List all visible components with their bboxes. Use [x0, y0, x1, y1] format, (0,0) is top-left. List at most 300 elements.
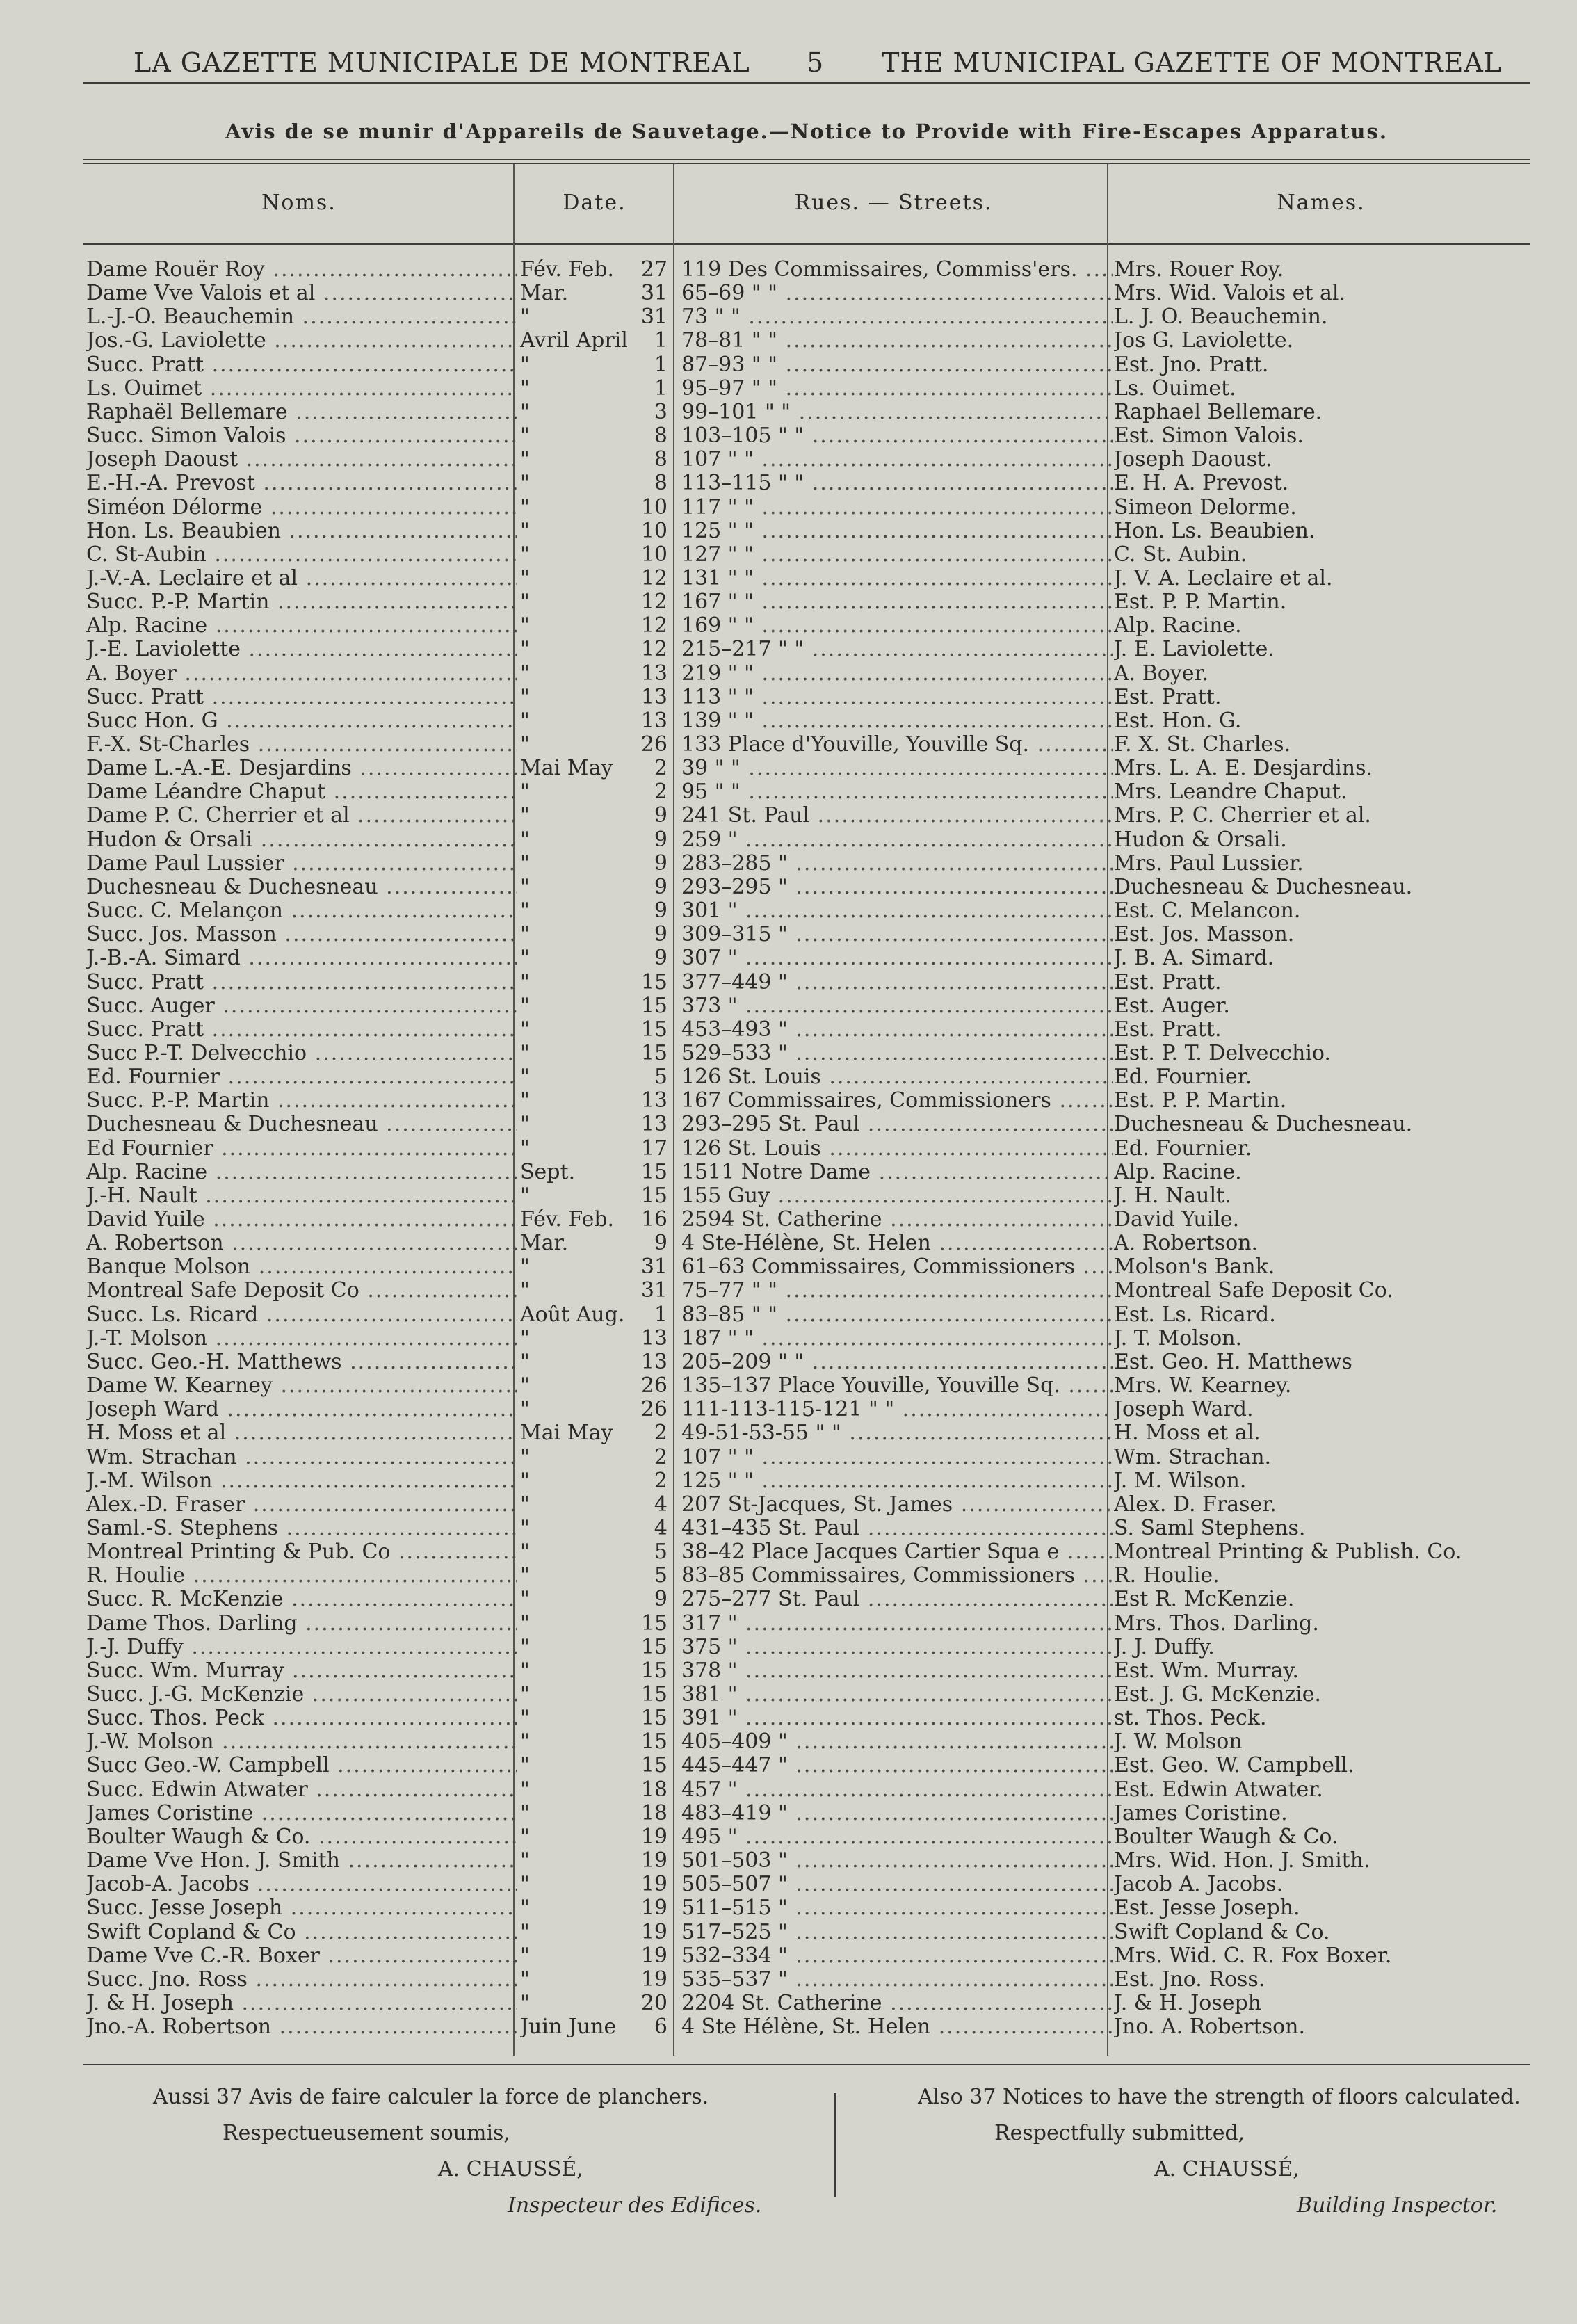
name-cell: Mrs. L. A. E. Desjardins.: [1114, 757, 1373, 781]
street-cell: 113 " " .....: [681, 686, 1113, 709]
date-day-cell: 15: [640, 1659, 668, 1683]
footer-en-closing: Respectfully submitted,: [994, 2121, 1245, 2145]
street-cell: 2204 St. Catherine .....: [681, 1992, 1113, 2015]
date-month-cell: ": [520, 923, 530, 947]
date-day-cell: 13: [640, 709, 668, 733]
table-row: [0, 614, 1577, 638]
street-cell: 78–81 " " .....: [681, 329, 1113, 353]
name-cell: Jacob A. Jacobs.: [1114, 1873, 1284, 1897]
date-day-cell: 19: [640, 1920, 668, 1944]
table-row: [0, 1517, 1577, 1540]
street-cell: 155 Guy .....: [681, 1184, 1113, 1208]
table-row: [0, 1540, 1577, 1564]
date-day-cell: 15: [640, 1754, 668, 1778]
nom-cell: Succ. Pratt .....: [86, 1018, 517, 1042]
date-month-cell: Fév. Feb.: [520, 258, 615, 282]
table-header-rule: [83, 243, 1530, 245]
table-row: [0, 1303, 1577, 1327]
date-day-cell: 17: [640, 1136, 668, 1161]
name-cell: Mrs. P. C. Cherrier et al.: [1114, 804, 1371, 828]
date-day-cell: 31: [640, 1279, 668, 1303]
date-day-cell: 13: [640, 1350, 668, 1374]
table-row: [0, 1255, 1577, 1279]
date-month-cell: ": [520, 1540, 530, 1565]
nom-cell: Dame P. C. Cherrier et al .....: [86, 804, 517, 828]
table-row: [0, 662, 1577, 686]
table-row: [0, 923, 1577, 946]
street-cell: 511–515 " .....: [681, 1896, 1113, 1920]
name-cell: Mrs. Leandre Chaput.: [1114, 780, 1348, 805]
table-row: [0, 1446, 1577, 1469]
table-row: [0, 1683, 1577, 1706]
street-cell: 241 St. Paul .....: [681, 804, 1113, 828]
name-cell: J. E. Laviolette.: [1114, 638, 1275, 662]
date-day-cell: 13: [640, 1113, 668, 1137]
date-day-cell: 9: [654, 828, 668, 852]
table-row: [0, 1065, 1577, 1089]
street-cell: 135–137 Place Youville, Youville Sq. .....: [681, 1374, 1113, 1398]
date-month-cell: ": [520, 733, 530, 757]
name-cell: Ed. Fournier.: [1114, 1065, 1252, 1090]
name-cell: Joseph Daoust.: [1114, 448, 1272, 472]
table-row: [0, 875, 1577, 899]
table-row: [0, 496, 1577, 519]
nom-cell: J.-E. Laviolette .....: [86, 638, 517, 661]
footer: [83, 2071, 1530, 2224]
date-month-cell: Août Aug.: [520, 1302, 625, 1327]
date-day-cell: 27: [640, 258, 668, 282]
date-month-cell: ": [520, 400, 530, 424]
street-cell: 219 " " .....: [681, 662, 1113, 686]
column-header-rues: Rues. — Streets.: [794, 191, 993, 215]
street-cell: 126 St. Louis .....: [681, 1065, 1113, 1089]
nom-cell: Succ. C. Melançon .....: [86, 899, 517, 923]
date-day-cell: 3: [654, 400, 668, 424]
nom-cell: Dame Vve Hon. J. Smith .....: [86, 1849, 517, 1873]
date-day-cell: 2: [654, 757, 668, 781]
table-row: [0, 567, 1577, 590]
name-cell: J. H. Nault.: [1114, 1184, 1231, 1208]
date-day-cell: 15: [640, 1611, 668, 1636]
notice-title: Avis de se munir d'Appareils de Sauvetage.—Notice to Provide with Fire-Escapes Apparatus.: [225, 120, 1388, 143]
nom-cell: Succ. Wm. Murray .....: [86, 1659, 517, 1683]
street-cell: 169 " " .....: [681, 614, 1113, 638]
date-month-cell: ": [520, 1849, 530, 1873]
table-row: [0, 1612, 1577, 1636]
date-month-cell: ": [520, 1967, 530, 1992]
nom-cell: Alp. Racine .....: [86, 614, 517, 638]
date-month-cell: ": [520, 1944, 530, 1968]
table-row: [0, 305, 1577, 329]
table-row: [0, 1944, 1577, 1968]
street-cell: 38–42 Place Jacques Cartier Squa e .....: [681, 1540, 1113, 1564]
nom-cell: Succ Hon. G .....: [86, 709, 517, 733]
nom-cell: Jos.-G. Laviolette .....: [86, 329, 517, 353]
table-row: [0, 1706, 1577, 1730]
street-cell: 167 " " .....: [681, 590, 1113, 614]
street-cell: 391 " .....: [681, 1706, 1113, 1730]
nom-cell: Jacob-A. Jacobs .....: [86, 1873, 517, 1896]
name-cell: Jno. A. Robertson.: [1114, 2015, 1306, 2040]
nom-cell: J.-T. Molson .....: [86, 1327, 517, 1350]
nom-cell: Hudon & Orsali .....: [86, 828, 517, 852]
date-month-cell: ": [520, 1777, 530, 1802]
name-cell: Mrs. W. Kearney.: [1114, 1374, 1292, 1398]
date-day-cell: 15: [640, 1730, 668, 1754]
nom-cell: Succ. Pratt .....: [86, 971, 517, 994]
date-day-cell: 19: [640, 1825, 668, 1849]
date-month-cell: ": [520, 1991, 530, 2015]
date-day-cell: 4: [654, 1492, 668, 1517]
nom-cell: C. St-Aubin .....: [86, 543, 517, 567]
name-cell: Raphael Bellemare.: [1114, 400, 1323, 424]
date-day-cell: 15: [640, 1041, 668, 1065]
name-cell: Montreal Printing & Publish. Co.: [1114, 1540, 1462, 1565]
date-month-cell: ": [520, 661, 530, 686]
name-cell: Simeon Delorme.: [1114, 495, 1297, 519]
name-cell: Est. Pratt.: [1114, 1017, 1222, 1042]
date-day-cell: 15: [640, 1706, 668, 1731]
street-cell: 283–285 " .....: [681, 852, 1113, 875]
date-day-cell: 31: [640, 305, 668, 330]
nom-cell: F.-X. St-Charles .....: [86, 733, 517, 757]
column-header-names: Names.: [1277, 191, 1366, 215]
street-cell: 107 " " .....: [681, 448, 1113, 471]
name-cell: Est. Pratt.: [1114, 685, 1222, 709]
nom-cell: Saml.-S. Stephens .....: [86, 1517, 517, 1540]
date-day-cell: 18: [640, 1777, 668, 1802]
street-cell: 83–85 Commissaires, Commissioners .....: [681, 1564, 1113, 1588]
date-month-cell: ": [520, 1683, 530, 1706]
nom-cell: Dame Paul Lussier .....: [86, 852, 517, 875]
table-row: [0, 638, 1577, 661]
table-row: [0, 946, 1577, 970]
date-month-cell: ": [520, 1350, 530, 1374]
date-month-cell: ": [520, 875, 530, 899]
name-cell: Est. Wm. Murray.: [1114, 1659, 1299, 1683]
date-month-cell: ": [520, 780, 530, 805]
date-day-cell: 2: [654, 1445, 668, 1469]
nom-cell: Banque Molson .....: [86, 1255, 517, 1279]
date-day-cell: 6: [654, 2015, 668, 2040]
date-day-cell: 5: [654, 1564, 668, 1588]
name-cell: James Coristine.: [1114, 1801, 1288, 1825]
nom-cell: Joseph Daoust .....: [86, 448, 517, 471]
date-day-cell: 9: [654, 923, 668, 947]
name-cell: Mrs. Paul Lussier.: [1114, 851, 1304, 875]
date-day-cell: 2: [654, 1421, 668, 1446]
street-cell: 377–449 " .....: [681, 971, 1113, 994]
table-row: [0, 282, 1577, 305]
street-cell: 207 St-Jacques, St. James .....: [681, 1493, 1113, 1517]
date-month-cell: ": [520, 828, 530, 852]
table-row: [0, 733, 1577, 757]
nom-cell: Raphaël Bellemare .....: [86, 401, 517, 424]
street-cell: 445–447 " .....: [681, 1754, 1113, 1777]
nom-cell: Succ. Edwin Atwater .....: [86, 1778, 517, 1802]
column-header-noms: Noms.: [261, 191, 337, 215]
name-cell: S. Saml Stephens.: [1114, 1516, 1306, 1540]
footer-en-title: Building Inspector.: [1297, 2193, 1498, 2218]
date-month-cell: ": [520, 376, 530, 401]
name-cell: Alp. Racine.: [1114, 614, 1242, 638]
name-cell: J. V. A. Leclaire et al.: [1114, 566, 1333, 590]
table-row: [0, 377, 1577, 401]
date-month-cell: ": [520, 471, 530, 496]
date-day-cell: 31: [640, 282, 668, 306]
street-cell: 83–85 " " .....: [681, 1303, 1113, 1327]
nom-cell: Montreal Printing & Pub. Co .....: [86, 1540, 517, 1564]
nom-cell: Succ. P.-P. Martin .....: [86, 1089, 517, 1113]
date-day-cell: 10: [640, 495, 668, 519]
date-month-cell: ": [520, 1492, 530, 1517]
table-row: [0, 1350, 1577, 1374]
table-row: [0, 971, 1577, 994]
date-day-cell: 8: [654, 471, 668, 496]
date-month-cell: ": [520, 1706, 530, 1731]
name-cell: David Yuile.: [1114, 1208, 1240, 1232]
street-cell: 532–334 " .....: [681, 1944, 1113, 1968]
street-cell: 495 " .....: [681, 1825, 1113, 1849]
nom-cell: Succ. Simon Valois .....: [86, 424, 517, 448]
table-row: [0, 994, 1577, 1018]
table-row: [0, 709, 1577, 733]
date-day-cell: 1: [654, 353, 668, 377]
street-cell: 111-113-115-121 " " .....: [681, 1398, 1113, 1421]
street-cell: 505–507 " .....: [681, 1873, 1113, 1896]
street-cell: 293–295 " .....: [681, 875, 1113, 899]
date-month-cell: ": [520, 899, 530, 923]
date-day-cell: 15: [640, 1683, 668, 1706]
date-month-cell: ": [520, 353, 530, 377]
street-cell: 431–435 St. Paul .....: [681, 1517, 1113, 1540]
nom-cell: A. Boyer .....: [86, 662, 517, 686]
street-cell: 307 " .....: [681, 946, 1113, 970]
street-cell: 405–409 " .....: [681, 1730, 1113, 1754]
footer-en-note: Also 37 Notices to have the strength of floors calculated.: [918, 2085, 1521, 2109]
date-day-cell: 13: [640, 1089, 668, 1113]
table-row: [0, 1113, 1577, 1136]
name-cell: Swift Copland & Co.: [1114, 1920, 1330, 1944]
table-row: [0, 1968, 1577, 1992]
street-cell: 453–493 " .....: [681, 1018, 1113, 1042]
nom-cell: J.-B.-A. Simard .....: [86, 946, 517, 970]
name-cell: Est. P. P. Martin.: [1114, 590, 1287, 615]
table-row: [0, 1398, 1577, 1421]
date-day-cell: 19: [640, 1967, 668, 1992]
date-day-cell: 8: [654, 424, 668, 449]
name-cell: Wm. Strachan.: [1114, 1445, 1272, 1469]
nom-cell: Duchesneau & Duchesneau .....: [86, 1113, 517, 1136]
nom-cell: David Yuile .....: [86, 1208, 517, 1232]
date-month-cell: ": [520, 709, 530, 733]
date-month-cell: ": [520, 994, 530, 1018]
name-cell: Alp. Racine.: [1114, 1160, 1242, 1184]
street-cell: 167 Commissaires, Commissioners .....: [681, 1089, 1113, 1113]
street-cell: 113–115 " " .....: [681, 471, 1113, 495]
table-row: [0, 519, 1577, 543]
name-cell: Est. Geo. W. Campbell.: [1114, 1754, 1354, 1778]
date-month-cell: ": [520, 1754, 530, 1778]
street-cell: 75–77 " " .....: [681, 1279, 1113, 1302]
nom-cell: Succ. Jesse Joseph .....: [86, 1896, 517, 1920]
date-month-cell: ": [520, 448, 530, 472]
street-cell: 535–537 " .....: [681, 1968, 1113, 1992]
street-cell: 501–503 " .....: [681, 1849, 1113, 1873]
date-day-cell: 13: [640, 1326, 668, 1350]
name-cell: Molson's Bank.: [1114, 1255, 1275, 1280]
table-row: [0, 1493, 1577, 1517]
street-cell: 119 Des Commissaires, Commiss'ers. .....: [681, 258, 1113, 282]
name-cell: Est. Pratt.: [1114, 970, 1222, 994]
table-row: [0, 1137, 1577, 1161]
date-month-cell: ": [520, 685, 530, 709]
table-row: [0, 1421, 1577, 1445]
name-cell: Ls. Ouimet.: [1114, 376, 1236, 401]
street-cell: 309–315 " .....: [681, 923, 1113, 946]
name-cell: J. T. Molson.: [1114, 1326, 1243, 1350]
street-cell: 39 " " .....: [681, 757, 1113, 780]
street-cell: 2594 St. Catherine .....: [681, 1208, 1113, 1232]
footer-divider: [834, 2093, 836, 2197]
nom-cell: Succ. R. McKenzie .....: [86, 1588, 517, 1611]
date-month-cell: ": [520, 1920, 530, 1944]
name-cell: J. B. A. Simard.: [1114, 946, 1275, 971]
table-row: [0, 1089, 1577, 1113]
nom-cell: J.-M. Wilson .....: [86, 1469, 517, 1493]
date-month-cell: ": [520, 1279, 530, 1303]
date-month-cell: ": [520, 1896, 530, 1921]
name-cell: J. J. Duffy.: [1114, 1635, 1215, 1659]
name-cell: R. Houlie.: [1114, 1564, 1220, 1588]
name-cell: Est. P. P. Martin.: [1114, 1089, 1287, 1113]
date-day-cell: 13: [640, 685, 668, 709]
name-cell: A. Boyer.: [1114, 661, 1209, 686]
footer-en-signature: A. CHAUSSÉ,: [1154, 2157, 1300, 2181]
date-month-cell: ": [520, 566, 530, 590]
table-row: [0, 1208, 1577, 1232]
name-cell: Mrs. Wid. C. R. Fox Boxer.: [1114, 1944, 1392, 1968]
table-row: [0, 1873, 1577, 1896]
street-cell: 131 " " .....: [681, 567, 1113, 590]
table-row: [0, 1161, 1577, 1184]
date-day-cell: 9: [654, 875, 668, 899]
nom-cell: Dame Vve C.-R. Boxer .....: [86, 1944, 517, 1968]
date-month-cell: ": [520, 1445, 530, 1469]
date-day-cell: 26: [640, 1398, 668, 1422]
date-month-cell: ": [520, 1801, 530, 1825]
nom-cell: Swift Copland & Co .....: [86, 1921, 517, 1944]
street-cell: 457 " .....: [681, 1778, 1113, 1802]
date-day-cell: 19: [640, 1944, 668, 1968]
date-month-cell: ": [520, 1065, 530, 1090]
name-cell: F. X. St. Charles.: [1114, 733, 1291, 757]
table-row: [0, 1374, 1577, 1398]
date-month-cell: Sept.: [520, 1160, 576, 1184]
date-day-cell: 12: [640, 614, 668, 638]
street-cell: 375 " .....: [681, 1636, 1113, 1659]
nom-cell: Succ Geo.-W. Campbell .....: [86, 1754, 517, 1777]
nom-cell: L.-J.-O. Beauchemin .....: [86, 305, 517, 329]
name-cell: Mrs. Wid. Valois et al.: [1114, 282, 1346, 306]
nom-cell: Alp. Racine .....: [86, 1161, 517, 1184]
name-cell: Joseph Ward.: [1114, 1398, 1254, 1422]
footer-english: [848, 2071, 1530, 2224]
street-cell: 125 " " .....: [681, 1469, 1113, 1493]
date-month-cell: Fév. Feb.: [520, 1208, 615, 1232]
table-row: [0, 757, 1577, 780]
name-cell: Est. Jno. Pratt.: [1114, 353, 1269, 377]
date-month-cell: ": [520, 1469, 530, 1493]
name-cell: Hon. Ls. Beaubien.: [1114, 519, 1316, 543]
name-cell: Est. Ls. Ricard.: [1114, 1302, 1276, 1327]
date-day-cell: 10: [640, 519, 668, 543]
name-cell: Mrs. Wid. Hon. J. Smith.: [1114, 1849, 1370, 1873]
date-month-cell: ": [520, 1516, 530, 1540]
nom-cell: Wm. Strachan .....: [86, 1446, 517, 1469]
table-row: [0, 1921, 1577, 1944]
table-row: [0, 448, 1577, 471]
table-row: [0, 1184, 1577, 1208]
running-header: [83, 42, 1502, 83]
name-cell: Est. Edwin Atwater.: [1114, 1777, 1323, 1802]
date-day-cell: 16: [640, 1208, 668, 1232]
date-day-cell: 1: [654, 376, 668, 401]
nom-cell: Dame Léandre Chaput .....: [86, 780, 517, 804]
table-row: [0, 1588, 1577, 1611]
footer-fr-note: Aussi 37 Avis de faire calculer la force de planchers.: [153, 2085, 709, 2109]
street-cell: 205–209 " " .....: [681, 1350, 1113, 1374]
name-cell: Est. C. Melancon.: [1114, 899, 1301, 923]
date-day-cell: 9: [654, 851, 668, 875]
nom-cell: Succ. Auger .....: [86, 994, 517, 1018]
table-row: [0, 1896, 1577, 1920]
nom-cell: J.-W. Molson .....: [86, 1730, 517, 1754]
table-row: [0, 543, 1577, 567]
table-row: [0, 1232, 1577, 1255]
name-cell: Alex. D. Fraser.: [1114, 1492, 1277, 1517]
name-cell: Est. J. G. McKenzie.: [1114, 1683, 1322, 1706]
column-header-date: Date.: [563, 191, 626, 215]
date-month-cell: Juin June: [520, 2015, 617, 2040]
table-row: [0, 1802, 1577, 1825]
date-month-cell: ": [520, 1873, 530, 1897]
date-month-cell: ": [520, 1326, 530, 1350]
table-row: [0, 1636, 1577, 1659]
nom-cell: Montreal Safe Deposit Co .....: [86, 1279, 517, 1302]
table-row: [0, 1018, 1577, 1042]
table-row: [0, 1754, 1577, 1777]
street-cell: 275–277 St. Paul .....: [681, 1588, 1113, 1611]
name-cell: Est. Hon. G.: [1114, 709, 1242, 733]
date-month-cell: ": [520, 1113, 530, 1137]
date-month-cell: ": [520, 1635, 530, 1659]
name-cell: Est. P. T. Delvecchio.: [1114, 1041, 1331, 1065]
date-day-cell: 31: [640, 1255, 668, 1280]
date-day-cell: 9: [654, 899, 668, 923]
name-cell: Est. Jos. Masson.: [1114, 923, 1295, 947]
street-cell: 517–525 " .....: [681, 1921, 1113, 1944]
name-cell: C. St. Aubin.: [1114, 542, 1247, 567]
date-month-cell: ": [520, 946, 530, 971]
page-number: 5: [807, 47, 825, 78]
table-top-rule: [83, 159, 1530, 160]
name-cell: Est. Geo. H. Matthews: [1114, 1350, 1352, 1374]
nom-cell: Ed Fournier .....: [86, 1137, 517, 1161]
street-cell: 127 " " .....: [681, 543, 1113, 567]
table-row: [0, 1825, 1577, 1849]
date-day-cell: 26: [640, 733, 668, 757]
